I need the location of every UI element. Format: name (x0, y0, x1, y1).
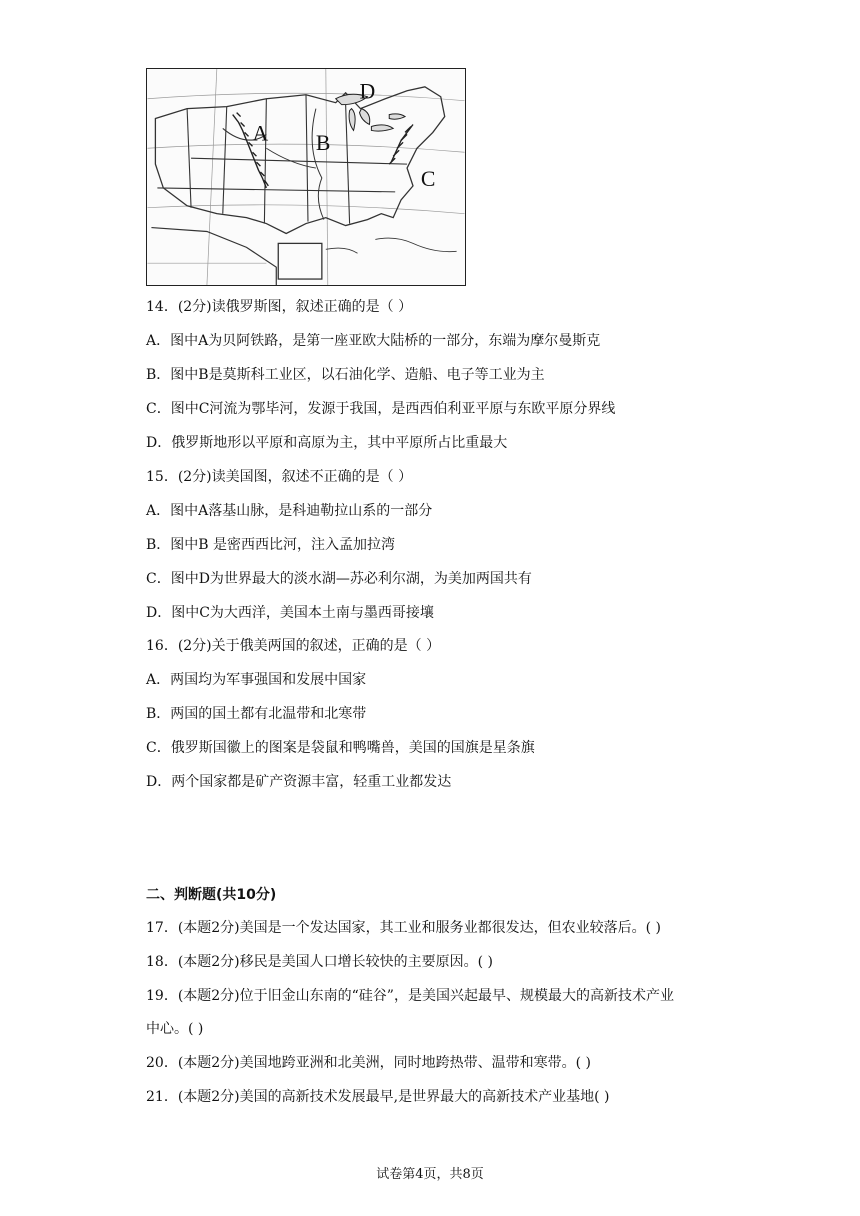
question-17: 17．(本题2分)美国是一个发达国家，其工业和服务业都很发达，但农业较落后。( ) (146, 920, 662, 936)
us-map-figure (146, 68, 466, 286)
section-heading-judgement: 二、判断题(共10分) (146, 887, 277, 903)
question-16-option-c: C．俄罗斯国徽上的图案是袋鼠和鸭嘴兽，美国的国旗是星条旗 (146, 740, 535, 756)
question-20: 20．(本题2分)美国地跨亚洲和北美洲，同时地跨热带、温带和寒带。( ) (146, 1055, 592, 1071)
question-15-option-c: C．图中D为世界最大的淡水湖—苏必利尔湖，为美加两国共有 (146, 571, 532, 587)
map-label-d: D (359, 79, 376, 104)
question-15-option-d: D．图中C为大西洋，美国本土南与墨西哥接壤 (146, 605, 434, 621)
question-16-option-a: A．两国均为军事强国和发展中国家 (146, 672, 367, 688)
map-label-b: B (315, 131, 331, 156)
question-14-option-b: B．图中B是莫斯科工业区，以石油化学、造船、电子等工业为主 (146, 367, 545, 383)
question-14-option-d: D．俄罗斯地形以平原和高原为主，其中平原所占比重最大 (146, 435, 508, 451)
question-18: 18．(本题2分)移民是美国人口增长较快的主要原因。( ) (146, 954, 494, 970)
page-footer: 试卷第4页，共8页 (376, 1167, 484, 1182)
map-label-c: C (420, 166, 436, 191)
question-16-stem: 16．(2分)关于俄美两国的叙述，正确的是（ ） (146, 638, 441, 654)
question-21: 21．(本题2分)美国的高新技术发展最早,是世界最大的高新技术产业基地( ) (146, 1089, 610, 1105)
question-15-option-a: A．图中A落基山脉，是科迪勒拉山系的一部分 (146, 503, 433, 519)
question-14-option-a: A．图中A为贝阿铁路，是第一座亚欧大陆桥的一部分，东端为摩尔曼斯克 (146, 333, 601, 349)
question-14-option-c: C．图中C河流为鄂毕河，发源于我国，是西西伯利亚平原与东欧平原分界线 (146, 401, 616, 417)
question-15-option-b: B．图中B 是密西西比河，注入孟加拉湾 (146, 537, 396, 553)
question-19: 19．(本题2分)位于旧金山东南的“硅谷”，是美国兴起最早、规模最大的高新技术产业 (146, 988, 674, 1004)
question-16-option-b: B．两国的国土都有北温带和北寒带 (146, 706, 367, 722)
question-19-continued: 中心。( ) (146, 1021, 204, 1037)
question-16-option-d: D．两个国家都是矿产资源丰富，轻重工业都发达 (146, 774, 452, 790)
question-15-stem: 15．(2分)读美国图，叙述不正确的是（ ） (146, 469, 413, 485)
question-14-stem: 14．(2分)读俄罗斯图，叙述正确的是（ ） (146, 299, 413, 315)
map-label-a: A (252, 121, 269, 146)
